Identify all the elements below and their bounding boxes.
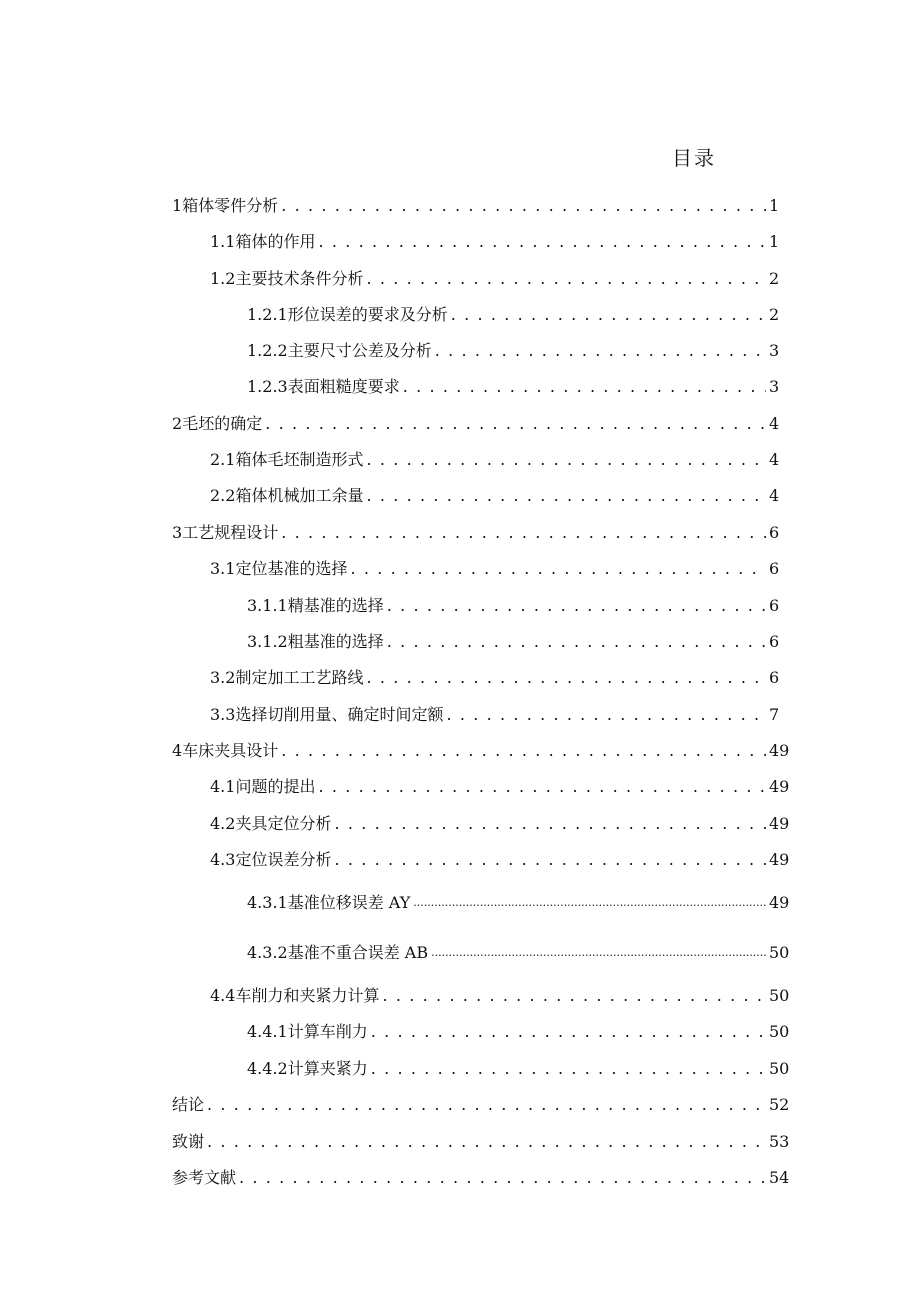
toc-entry-text: 箱体毛坯制造形式 (235, 450, 364, 469)
toc-entry-text: 参考文献 (172, 1168, 237, 1187)
toc-entry[interactable] (210, 772, 790, 798)
toc-entry-page: 4 (769, 450, 780, 469)
toc-entry-text: 定位基准的选择 (235, 559, 348, 578)
toc-leader-dots (318, 231, 766, 253)
toc-entry-number: 1.2.2 (247, 341, 288, 360)
toc-entry-page: 49 (769, 850, 790, 869)
toc-entry[interactable] (210, 481, 780, 507)
toc-entry-number: 1.2 (210, 269, 236, 288)
toc-entry[interactable] (172, 518, 780, 544)
toc-entry-text: 基准位移误差 AY (287, 893, 411, 912)
toc-leader-dots (334, 813, 766, 835)
toc-entry[interactable] (172, 736, 790, 762)
toc-entry-text: 问题的提出 (235, 777, 316, 796)
toc-entry[interactable] (210, 809, 790, 835)
toc-entry-text: 工艺规程设计 (182, 523, 279, 542)
toc-entry[interactable] (210, 663, 780, 689)
toc-entry-page: 3 (769, 341, 780, 360)
toc-entry-number: 4.2 (210, 814, 236, 833)
toc-entry-page: 2 (769, 305, 780, 324)
toc-entry-number: 3.3 (210, 705, 236, 724)
toc-entry[interactable] (247, 888, 790, 914)
toc-leader-dots (281, 522, 766, 544)
toc-entry-page: 53 (768, 1132, 790, 1151)
toc-leader-dots (366, 449, 766, 471)
toc-entry-text: 箱体零件分析 (182, 196, 279, 215)
toc-entry-number: 1.1 (210, 232, 236, 251)
toc-leader-dots (350, 558, 766, 580)
toc-entry-text: 毛坯的确定 (182, 414, 263, 433)
toc-entry-text: 粗基准的选择 (287, 632, 384, 651)
toc-entry[interactable] (247, 336, 780, 362)
toc-entry-page: 3 (769, 377, 780, 396)
toc-leader-dots (265, 413, 766, 435)
toc-entry-number: 4.3.2 (247, 943, 288, 962)
toc-entry-number: 3.1.1 (247, 596, 288, 615)
toc-entry-page: 50 (769, 943, 790, 962)
toc-entry-text: 箱体机械加工余量 (235, 486, 364, 505)
toc-entry-text: 选择切削用量、确定时间定额 (235, 705, 444, 724)
toc-entry-number: 4.4 (210, 986, 236, 1005)
toc-entry-text: 车削力和夹紧力计算 (235, 986, 380, 1005)
toc-entry-text: 基准不重合误差 AB (287, 943, 429, 962)
toc-entry-page: 52 (768, 1095, 790, 1114)
toc-entry-number: 2.2 (210, 486, 236, 505)
toc-entry-page: 50 (769, 1059, 790, 1078)
toc-entry-number: 1.2.3 (247, 377, 288, 396)
toc-entry[interactable] (172, 191, 780, 217)
toc-entry[interactable] (210, 700, 780, 726)
toc-entry-text: 定位误差分析 (235, 850, 332, 869)
toc-entry[interactable] (247, 627, 780, 653)
toc-entry[interactable] (210, 554, 780, 580)
toc-entry[interactable] (247, 372, 780, 398)
toc-entry-text: 主要尺寸公差及分析 (287, 341, 432, 360)
toc-entry-page: 4 (769, 414, 780, 433)
toc-leader-dots (387, 631, 766, 653)
toc-entry-text: 形位误差的要求及分析 (287, 305, 448, 324)
toc-leader-dots (431, 942, 766, 964)
toc-entry-page: 1 (769, 196, 780, 215)
toc-entry[interactable] (172, 1090, 790, 1116)
toc-entry-number: 4.4.2 (247, 1059, 288, 1078)
toc-entry-page: 50 (769, 986, 790, 1005)
toc-entry[interactable] (247, 591, 780, 617)
toc-entry-page: 2 (769, 269, 780, 288)
toc-leader-dots (281, 195, 766, 217)
toc-entry-text: 主要技术条件分析 (235, 269, 364, 288)
toc-entry[interactable] (210, 845, 790, 871)
toc-entry-page: 6 (769, 559, 780, 578)
toc-leader-dots (281, 740, 766, 762)
toc-entry-text: 箱体的作用 (235, 232, 316, 251)
toc-entry-number: 2.1 (210, 450, 236, 469)
toc-leader-dots (371, 1058, 766, 1080)
toc-leader-dots (387, 595, 766, 617)
toc-entry-page: 4 (769, 486, 780, 505)
toc-entry[interactable] (210, 981, 790, 1007)
toc-entry[interactable] (210, 227, 780, 253)
toc-entry-page: 6 (769, 632, 780, 651)
toc-entry-page: 7 (769, 705, 780, 724)
toc-leader-dots (371, 1021, 766, 1043)
toc-entry-text: 夹具定位分析 (235, 814, 332, 833)
toc-entry-number: 1 (172, 196, 183, 215)
toc-entry-page: 49 (769, 741, 790, 760)
toc-entry-number: 4.4.1 (247, 1022, 288, 1041)
toc-entry[interactable] (247, 1017, 790, 1043)
toc-entry-text: 车床夹具设计 (182, 741, 279, 760)
toc-leader-dots (366, 268, 766, 290)
toc-leader-dots (318, 776, 766, 798)
toc-entry-page: 49 (769, 893, 790, 912)
toc-entry-page: 54 (769, 1168, 790, 1187)
toc-entry-text: 计算车削力 (287, 1022, 368, 1041)
toc-leader-dots (207, 1094, 766, 1116)
toc-entry-number: 3.1 (210, 559, 236, 578)
toc-entry-text: 表面粗糙度要求 (287, 377, 400, 396)
toc-entry-number: 3.2 (210, 668, 236, 687)
toc-entry-number: 4.3 (210, 850, 236, 869)
toc-entry[interactable] (172, 409, 780, 435)
toc-entry-number: 4.3.1 (247, 893, 288, 912)
toc-entry-page: 6 (769, 668, 780, 687)
toc-entry-text: 精基准的选择 (287, 596, 384, 615)
toc-leader-dots (239, 1167, 766, 1189)
toc-entry[interactable] (172, 1127, 790, 1153)
toc-leader-dots (435, 340, 766, 362)
toc-entry-number: 2 (172, 414, 183, 433)
toc-entry-text: 计算夹紧力 (287, 1059, 368, 1078)
toc-leader-dots (403, 376, 766, 398)
toc-entry-number: 4 (172, 741, 183, 760)
toc-entry[interactable] (172, 1163, 790, 1189)
toc-entry[interactable] (247, 300, 780, 326)
toc-entry[interactable] (247, 1054, 790, 1080)
toc-leader-dots (366, 485, 766, 507)
toc-entry-text: 制定加工工艺路线 (235, 668, 364, 687)
toc-entry-number: 3 (172, 523, 183, 542)
toc-title: 目录 (672, 146, 716, 170)
toc-leader-dots (413, 892, 766, 914)
toc-entry-number: 1.2.1 (247, 305, 288, 324)
toc-entry-page: 49 (769, 814, 790, 833)
toc-entry-number: 3.1.2 (247, 632, 288, 651)
toc-entry-number: 4.1 (210, 777, 236, 796)
toc-leader-dots (446, 704, 766, 726)
toc-entry-page: 6 (769, 523, 780, 542)
toc-leader-dots (366, 667, 766, 689)
toc-leader-dots (382, 985, 766, 1007)
toc-entry-page: 49 (769, 777, 790, 796)
toc-leader-dots (207, 1131, 766, 1153)
toc-entry-text: 致谢 (172, 1132, 205, 1151)
toc-entry-text: 结论 (172, 1095, 205, 1114)
toc-leader-dots (451, 304, 766, 326)
toc-entry-page: 6 (769, 596, 780, 615)
toc-leader-dots (334, 849, 766, 871)
toc-entry[interactable] (210, 264, 780, 290)
toc-entry[interactable] (247, 938, 790, 964)
toc-entry-page: 1 (769, 232, 780, 251)
toc-entry[interactable] (210, 445, 780, 471)
toc-entry-page: 50 (769, 1022, 790, 1041)
